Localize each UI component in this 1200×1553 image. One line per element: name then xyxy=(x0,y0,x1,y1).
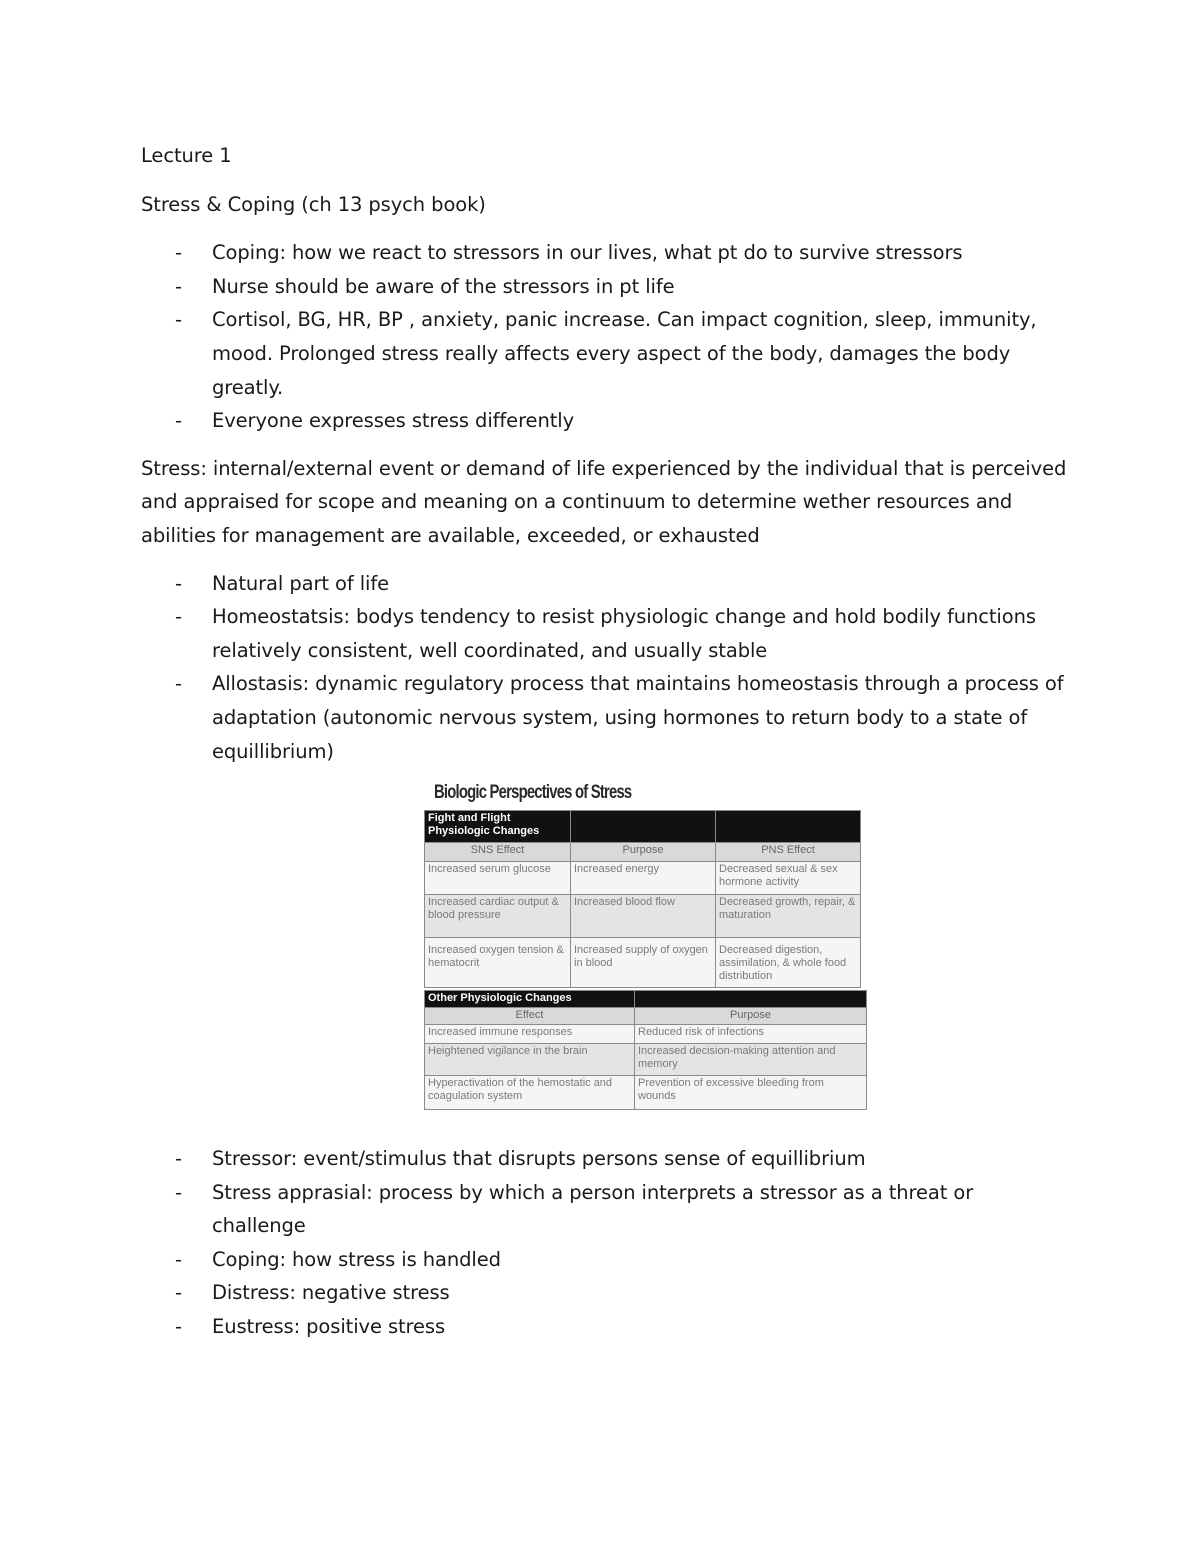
list-item: - Stress apprasial: process by which a person interprets a stressor as a threat or challenge xyxy=(175,1180,974,1238)
list-item: - Distress: negative stress xyxy=(175,1281,450,1305)
column-header: Purpose xyxy=(635,1008,867,1025)
list-item: - Nurse should be aware of the stressors in pt life xyxy=(175,274,675,298)
table-row: Increased oxygen tension & hematocrit Increased supply of oxygen in blood Decreased digestion, assimilation, & whole food distribution xyxy=(425,938,861,988)
list-item: - Eustress: positive stress xyxy=(175,1314,446,1338)
lecture-heading: Lecture 1 xyxy=(141,144,232,167)
list-item: - Stressor: event/stimulus that disrupts persons sense of equillibrium xyxy=(175,1147,866,1170)
table-row: Increased serum glucose Increased energy Decreased sexual & sex hormone activity xyxy=(425,862,861,895)
lecture-notes-bottom xyxy=(141,1142,1071,1344)
list-item: - Coping: how stress is handled xyxy=(175,1247,501,1271)
list-item: - Everyone expresses stress differently xyxy=(175,409,575,433)
table-header: Other Physiologic Changes xyxy=(425,991,635,1008)
list-item: - Cortisol, BG, HR, BP , anxiety, panic increase. Can impact cognition, sleep, immunity, mood. Prolonged stress really affects every aspect of the body, damages the body greatly. xyxy=(175,308,1037,399)
column-header: Purpose xyxy=(571,843,716,862)
table-row: Heightened vigilance in the brain Increased decision-making attention and memory xyxy=(425,1044,867,1076)
fight-flight-table xyxy=(424,810,861,988)
lecture-notes-top xyxy=(141,139,1071,768)
list-item: - Coping: how we react to stressors in our lives, what pt do to survive stressors xyxy=(175,241,963,265)
table-header: Fight and Flight Physiologic Changes xyxy=(425,811,571,843)
section-heading: Stress & Coping (ch 13 psych book) xyxy=(141,192,486,216)
list-item: - Homeostatsis: bodys tendency to resist physiologic change and hold bodily functions relatively consistent, well coordinated, and usually stable xyxy=(175,605,1036,662)
figure-title: Biologic Perspectives of Stress xyxy=(434,782,632,803)
stress-concepts-list xyxy=(141,567,1071,769)
table-row: Increased immune responses Reduced risk of infections xyxy=(425,1025,867,1044)
stress-terms-list xyxy=(141,1142,1071,1344)
column-header: Effect xyxy=(425,1008,635,1025)
list-item: - Allostasis: dynamic regulatory process that maintains homeostasis through a process of adaptation (autonomic nervous system, using hormones to return body to a state of equillibrium) xyxy=(175,672,1064,763)
list-item: - Natural part of life xyxy=(175,571,390,595)
column-header: SNS Effect xyxy=(425,843,571,862)
table-row: Hyperactivation of the hemostatic and coagulation system Prevention of excessive bleeding from wounds xyxy=(425,1076,867,1110)
table-row: Increased cardiac output & blood pressure Increased blood flow Decreased growth, repair, & maturation xyxy=(425,895,861,938)
column-header: PNS Effect xyxy=(716,843,861,862)
biologic-stress-figure xyxy=(424,780,866,1112)
coping-list xyxy=(141,236,1071,438)
stress-definition: Stress: internal/external event or demand of life experienced by the individual that is perceived and appraised for scope and meaning on a continuum to determine wether resources and abilities for management are available, exceeded, or exhausted xyxy=(141,456,1067,547)
other-changes-table xyxy=(424,990,867,1110)
